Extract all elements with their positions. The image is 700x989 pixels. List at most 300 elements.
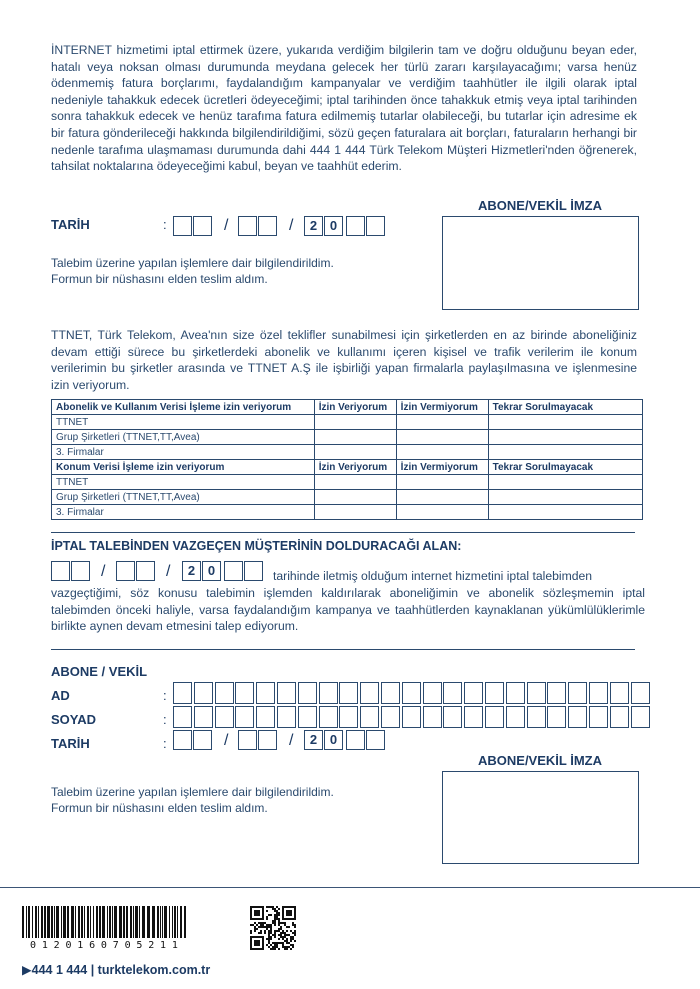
char-box[interactable] <box>194 682 213 704</box>
allow-cell[interactable] <box>314 505 396 520</box>
day-digit-1[interactable] <box>173 216 192 236</box>
qr-module <box>282 946 284 948</box>
qr-module <box>270 944 272 946</box>
qr-module <box>276 930 278 932</box>
char-box[interactable] <box>589 682 608 704</box>
qr-module <box>250 948 264 950</box>
info-note-line2: Formun bir nüshasını elden teslim aldım. <box>51 801 268 815</box>
month-digit-1[interactable] <box>238 730 257 750</box>
table-header-row <box>52 460 643 475</box>
qr-module <box>294 906 296 920</box>
char-box[interactable] <box>173 706 192 728</box>
char-box[interactable] <box>298 706 317 728</box>
signature-box-2[interactable] <box>442 771 639 864</box>
qr-module <box>276 946 278 948</box>
col-dont-ask: Tekrar Sorulmayacak <box>488 400 642 415</box>
signature-box[interactable] <box>442 216 639 310</box>
qr-module <box>280 928 282 930</box>
qr-module <box>272 934 274 936</box>
char-box[interactable] <box>339 682 358 704</box>
char-box[interactable] <box>423 682 442 704</box>
barcode-bar <box>28 906 30 938</box>
char-box[interactable] <box>568 682 587 704</box>
qr-module <box>266 906 268 908</box>
qr-module <box>266 918 268 920</box>
barcode-bar <box>142 906 145 938</box>
char-box[interactable] <box>485 682 504 704</box>
qr-module <box>262 926 264 928</box>
char-box[interactable] <box>547 706 566 728</box>
qr-module <box>294 940 296 942</box>
qr-module <box>268 926 270 928</box>
month-digit-2[interactable] <box>258 730 277 750</box>
qr-module <box>272 906 274 908</box>
char-box[interactable] <box>256 706 275 728</box>
char-box[interactable] <box>215 682 234 704</box>
barcode-bar <box>126 906 128 938</box>
qr-module <box>276 944 278 946</box>
qr-module <box>282 936 284 938</box>
year-digit-3[interactable] <box>346 216 365 236</box>
char-box[interactable] <box>443 682 462 704</box>
qr-module <box>288 934 290 936</box>
group2-header: Konum Verisi İşleme izin veriyorum <box>52 460 315 475</box>
qr-module <box>278 928 280 930</box>
year-digit-1: 2 <box>304 730 323 750</box>
table-row <box>52 490 643 505</box>
qr-module <box>290 948 292 950</box>
qr-module <box>274 936 276 938</box>
qr-module <box>266 928 268 930</box>
qr-module <box>268 924 270 926</box>
barcode-bar <box>84 906 85 938</box>
wd-month-digit-1[interactable] <box>116 561 135 581</box>
qr-module <box>250 930 252 932</box>
char-box[interactable] <box>235 706 254 728</box>
divider-bottom <box>51 649 635 650</box>
date-colon-2: : <box>163 736 167 751</box>
qr-module <box>274 920 276 922</box>
allow-cell[interactable] <box>314 415 396 430</box>
deny-cell[interactable] <box>396 445 488 460</box>
char-box[interactable] <box>173 682 192 704</box>
qr-module <box>290 938 292 940</box>
row-label: 3. Firmalar <box>52 445 315 460</box>
qr-module <box>260 924 262 926</box>
qr-module <box>276 918 278 920</box>
qr-module <box>270 938 272 940</box>
qr-module <box>266 916 268 918</box>
col-allow: İzin Veriyorum <box>314 460 396 475</box>
wd-day-digit-1[interactable] <box>51 561 70 581</box>
qr-module <box>270 924 272 926</box>
qr-module <box>268 938 270 940</box>
char-box[interactable] <box>527 682 546 704</box>
row-label: TTNET <box>52 475 315 490</box>
qr-module <box>266 944 268 946</box>
char-box[interactable] <box>464 682 483 704</box>
date-colon: : <box>163 217 167 232</box>
qr-module <box>272 948 274 950</box>
wd-year-digit-1: 2 <box>182 561 201 581</box>
year-digit-1: 2 <box>304 216 323 236</box>
wd-year-digit-3[interactable] <box>224 561 243 581</box>
qr-module <box>274 930 276 932</box>
qr-module <box>274 922 276 924</box>
withdrawal-inline-text: tarihinde iletmiş olduğum internet hizmetini iptal talebimden <box>273 569 593 583</box>
allow-cell[interactable] <box>314 430 396 445</box>
char-box[interactable] <box>423 706 442 728</box>
dont-ask-cell[interactable] <box>488 505 642 520</box>
qr-module <box>264 930 266 932</box>
qr-module <box>278 914 280 916</box>
qr-module <box>250 906 264 908</box>
barcode-bar <box>67 906 69 938</box>
qr-module <box>268 942 270 944</box>
qr-module <box>258 922 260 924</box>
allow-cell[interactable] <box>314 445 396 460</box>
barcode-number: 0120160705211 <box>30 940 184 951</box>
char-box[interactable] <box>319 682 338 704</box>
dont-ask-cell[interactable] <box>488 490 642 505</box>
allow-cell[interactable] <box>314 475 396 490</box>
barcode-bar <box>107 906 108 938</box>
qr-module <box>292 946 294 948</box>
qr-module <box>290 944 292 946</box>
qr-module <box>260 932 262 934</box>
divider-top <box>51 532 635 533</box>
qr-module <box>276 910 278 912</box>
table-row <box>52 505 643 520</box>
qr-module <box>284 948 286 950</box>
qr-module <box>290 940 292 942</box>
year-digit-3[interactable] <box>346 730 365 750</box>
table-row <box>52 475 643 490</box>
deny-cell[interactable] <box>396 505 488 520</box>
qr-module <box>276 906 278 908</box>
declaration-paragraph: İNTERNET hizmetimi iptal ettirmek üzere, yukarıda verdiğim bilgilerin tam ve doğru olduğunu beyan eder, hatalı veya noksan olması durumunda meydana gelecek her türlü zararı karşılayacağımı; varsa henüz ödenmemiş fatura borçlarımı, faydalandığım kampanyalar ve verdiğim taahhütler ile ilgili olarak iptal nedeniyle tahakkuk edecek ücretleri ödeyeceğimi; iptal tarihinden önce tahakkuk etmiş veya iptal tarihinden sonra tahakkuk edecek ve henüz tarafıma fatura edilmemiş tutarlar olabileceği, bu tutarlar için adresime ek bir fatura gönderileceği hakkında bilgilendirildiğimi, sözü geçen faturalara ait borçları, faturaların herhangi bir nedenle tarafıma ulaşmaması durumunda dahi 444 1 444 Türk Telekom Müşteri Hizmetleri'nden öğrenerek, tahsilat noktalarına ödeyeceğimi kabul, beyan ve taahhüt ederim. <box>51 43 637 174</box>
char-box[interactable] <box>485 706 504 728</box>
dont-ask-cell[interactable] <box>488 445 642 460</box>
qr-module <box>290 930 292 932</box>
withdrawal-text: vazgeçtiğimi, söz konusu talebimin işlemden kaldırılarak aboneliğimin ve abonelik sözleşmemin iptal talebimden önceki haliyle, varsa faydalandığım kampanya ve taahhütlerden kaynaklanan yükümlülüklerimle birlikte aynen devam etmesini talep ediyorum. <box>51 586 645 634</box>
table-row <box>52 445 643 460</box>
char-box[interactable] <box>194 706 213 728</box>
col-allow: İzin Veriyorum <box>314 400 396 415</box>
qr-module <box>250 936 264 938</box>
qr-module <box>276 914 278 916</box>
char-box[interactable] <box>235 682 254 704</box>
deny-cell[interactable] <box>396 415 488 430</box>
qr-module <box>274 946 276 948</box>
qr-module <box>274 918 276 920</box>
qr-module <box>270 928 272 930</box>
char-box[interactable] <box>298 682 317 704</box>
char-box[interactable] <box>506 682 525 704</box>
qr-module <box>270 930 272 932</box>
char-box[interactable] <box>256 682 275 704</box>
char-box[interactable] <box>527 706 546 728</box>
qr-module <box>254 926 256 928</box>
qr-module <box>288 942 290 944</box>
wd-slash-2: / <box>166 563 171 580</box>
qr-module <box>274 948 276 950</box>
name-label: AD <box>51 688 70 703</box>
table-row <box>52 430 643 445</box>
deny-cell[interactable] <box>396 475 488 490</box>
dont-ask-cell[interactable] <box>488 430 642 445</box>
char-box[interactable] <box>360 706 379 728</box>
dont-ask-cell[interactable] <box>488 415 642 430</box>
qr-module <box>284 934 286 936</box>
qr-module <box>284 924 286 926</box>
barcode-bar <box>152 906 155 938</box>
barcode-bar <box>90 906 91 938</box>
day-digit-2[interactable] <box>193 216 212 236</box>
date-label: TARİH <box>51 217 90 232</box>
qr-module <box>272 942 274 944</box>
date-slash-1: / <box>224 217 229 234</box>
qr-module <box>278 908 280 910</box>
barcode-bar <box>63 906 66 938</box>
qr-module <box>278 912 280 914</box>
barcode-bar <box>96 906 98 938</box>
barcode-bar <box>112 906 113 938</box>
qr-module <box>268 936 270 938</box>
qr-module <box>286 910 292 916</box>
qr-module <box>250 924 252 926</box>
wd-month-digit-2[interactable] <box>136 561 155 581</box>
qr-module <box>284 936 286 938</box>
qr-module <box>284 940 286 942</box>
char-box[interactable] <box>631 706 650 728</box>
qr-code <box>250 906 296 950</box>
qr-module <box>274 932 276 934</box>
qr-module <box>276 912 278 914</box>
qr-module <box>280 942 282 944</box>
qr-module <box>290 936 292 938</box>
wd-day-digit-2[interactable] <box>71 561 90 581</box>
qr-module <box>282 922 284 924</box>
qr-module <box>262 906 264 920</box>
qr-module <box>262 922 264 924</box>
date-label-2: TARİH <box>51 736 90 751</box>
char-box[interactable] <box>381 682 400 704</box>
qr-module <box>262 936 264 950</box>
qr-module <box>274 914 276 916</box>
qr-module <box>294 926 296 928</box>
qr-module <box>274 934 276 936</box>
char-box[interactable] <box>464 706 483 728</box>
qr-module <box>286 940 288 942</box>
qr-module <box>264 932 266 934</box>
barcode-bar <box>119 906 122 938</box>
surname-colon: : <box>163 712 167 727</box>
qr-module <box>274 910 276 912</box>
allow-cell[interactable] <box>314 490 396 505</box>
char-box[interactable] <box>339 706 358 728</box>
row-label: Grup Şirketleri (TTNET,TT,Avea) <box>52 490 315 505</box>
deny-cell[interactable] <box>396 430 488 445</box>
row-label: TTNET <box>52 415 315 430</box>
qr-module <box>278 948 280 950</box>
qr-module <box>278 934 280 936</box>
qr-module <box>268 932 270 934</box>
barcode-bar <box>35 906 37 938</box>
consent-paragraph: TTNET, Türk Telekom, Avea'nın size özel teklifler sunabilmesi için şirketlerden en az birinde aboneliğiniz devam ettiği sürece bu şirketlerdeki abonelik ve kullanımı içeren kişisel ve trafik verilerim ile konum verilerimin bu şirketler arasında ve TTNET A.Ş ile işbirliği yapan firmalarla paylaşılmasına ve işlenmesine izin veriyorum. <box>51 328 637 392</box>
month-digit-1[interactable] <box>238 216 257 236</box>
qr-module <box>268 930 270 932</box>
barcode-bar <box>44 906 46 938</box>
barcode-bar <box>157 906 159 938</box>
char-box[interactable] <box>443 706 462 728</box>
barcode-bar <box>78 906 80 938</box>
char-box[interactable] <box>568 706 587 728</box>
barcode-bar <box>102 906 105 938</box>
char-box[interactable] <box>402 682 421 704</box>
barcode-bar <box>22 906 24 938</box>
barcode-bar <box>41 906 43 938</box>
qr-module <box>268 940 270 942</box>
qr-module <box>270 926 272 928</box>
char-box[interactable] <box>381 706 400 728</box>
consent-table <box>51 399 643 520</box>
qr-module <box>280 922 282 924</box>
char-box[interactable] <box>547 682 566 704</box>
barcode-bar <box>130 906 132 938</box>
char-box[interactable] <box>631 682 650 704</box>
barcode-bar <box>56 906 59 938</box>
barcode-bar <box>109 906 111 938</box>
month-digit-2[interactable] <box>258 216 277 236</box>
table-header-row <box>52 400 643 415</box>
barcode-bar <box>180 906 182 938</box>
qr-module <box>268 946 270 948</box>
qr-module <box>292 924 294 926</box>
barcode-bar <box>93 906 94 938</box>
qr-module <box>274 916 276 918</box>
char-box[interactable] <box>610 706 629 728</box>
qr-module <box>270 948 272 950</box>
qr-module <box>286 942 288 944</box>
barcode-bar <box>114 906 117 938</box>
qr-module <box>286 938 288 940</box>
qr-module <box>266 926 268 928</box>
qr-module <box>270 932 272 934</box>
barcode-bar <box>61 906 62 938</box>
qr-module <box>288 926 290 928</box>
qr-module <box>264 922 266 924</box>
qr-module <box>260 930 262 932</box>
footer-divider <box>0 887 700 888</box>
qr-module <box>284 922 286 924</box>
char-box[interactable] <box>506 706 525 728</box>
year-digit-2: 0 <box>324 216 343 236</box>
qr-module <box>278 938 280 940</box>
qr-module <box>278 918 280 920</box>
qr-module <box>262 924 264 926</box>
qr-module <box>274 944 276 946</box>
year-digit-4[interactable] <box>366 730 385 750</box>
qr-module <box>258 926 260 928</box>
barcode-bar <box>139 906 140 938</box>
qr-module <box>278 920 280 922</box>
qr-module <box>286 930 288 932</box>
barcode-bar <box>54 906 55 938</box>
qr-module <box>250 936 252 950</box>
qr-module <box>282 906 296 908</box>
qr-module <box>292 938 294 940</box>
barcode-bar <box>47 906 50 938</box>
char-box[interactable] <box>215 706 234 728</box>
char-box[interactable] <box>402 706 421 728</box>
contact-line: ▶444 1 444 | turktelekom.com.tr <box>22 963 211 977</box>
qr-module <box>250 918 264 920</box>
dont-ask-cell[interactable] <box>488 475 642 490</box>
qr-module <box>294 934 296 936</box>
group1-header: Abonelik ve Kullanım Verisi İşleme izin veriyorum <box>52 400 315 415</box>
qr-module <box>258 932 260 934</box>
qr-module <box>282 942 284 944</box>
info-note-line1: Talebim üzerine yapılan işlemlere dair bilgilendirildim. <box>51 256 334 270</box>
qr-module <box>280 932 282 934</box>
char-box[interactable] <box>589 706 608 728</box>
deny-cell[interactable] <box>396 490 488 505</box>
qr-module <box>294 930 296 932</box>
qr-module <box>282 918 296 920</box>
wd-year-digit-4[interactable] <box>244 561 263 581</box>
qr-module <box>292 944 294 946</box>
barcode-bar <box>164 906 167 938</box>
qr-module <box>272 922 274 924</box>
qr-module <box>274 942 276 944</box>
qr-module <box>282 938 284 940</box>
qr-module <box>278 924 280 926</box>
char-box[interactable] <box>319 706 338 728</box>
qr-module <box>286 934 288 936</box>
qr-module <box>256 928 258 930</box>
qr-module <box>252 924 254 926</box>
qr-module <box>274 924 276 926</box>
char-box[interactable] <box>277 682 296 704</box>
char-box[interactable] <box>360 682 379 704</box>
date-slash-1: / <box>224 732 229 749</box>
barcode-bar <box>174 906 176 938</box>
barcode-bar <box>32 906 33 938</box>
barcode-bar <box>75 906 76 938</box>
col-deny: İzin Vermiyorum <box>396 400 488 415</box>
year-digit-4[interactable] <box>366 216 385 236</box>
day-digit-1[interactable] <box>173 730 192 750</box>
char-box[interactable] <box>277 706 296 728</box>
signature-title: ABONE/VEKİL İMZA <box>478 198 602 213</box>
wd-slash-1: / <box>101 563 106 580</box>
barcode-bar <box>81 906 83 938</box>
row-label: 3. Firmalar <box>52 505 315 520</box>
barcode-bar <box>71 906 74 938</box>
qr-module <box>254 910 260 916</box>
withdrawal-title: İPTAL TALEBİNDEN VAZGEÇEN MÜŞTERİNİN DOLDURACAĞI ALAN: <box>51 539 462 553</box>
barcode-bar <box>51 906 53 938</box>
barcode-bar <box>135 906 138 938</box>
day-digit-2[interactable] <box>193 730 212 750</box>
qr-module <box>274 908 276 910</box>
qr-module <box>268 934 270 936</box>
char-box[interactable] <box>610 682 629 704</box>
qr-module <box>254 922 256 924</box>
qr-module <box>272 920 274 922</box>
qr-module <box>272 946 274 948</box>
